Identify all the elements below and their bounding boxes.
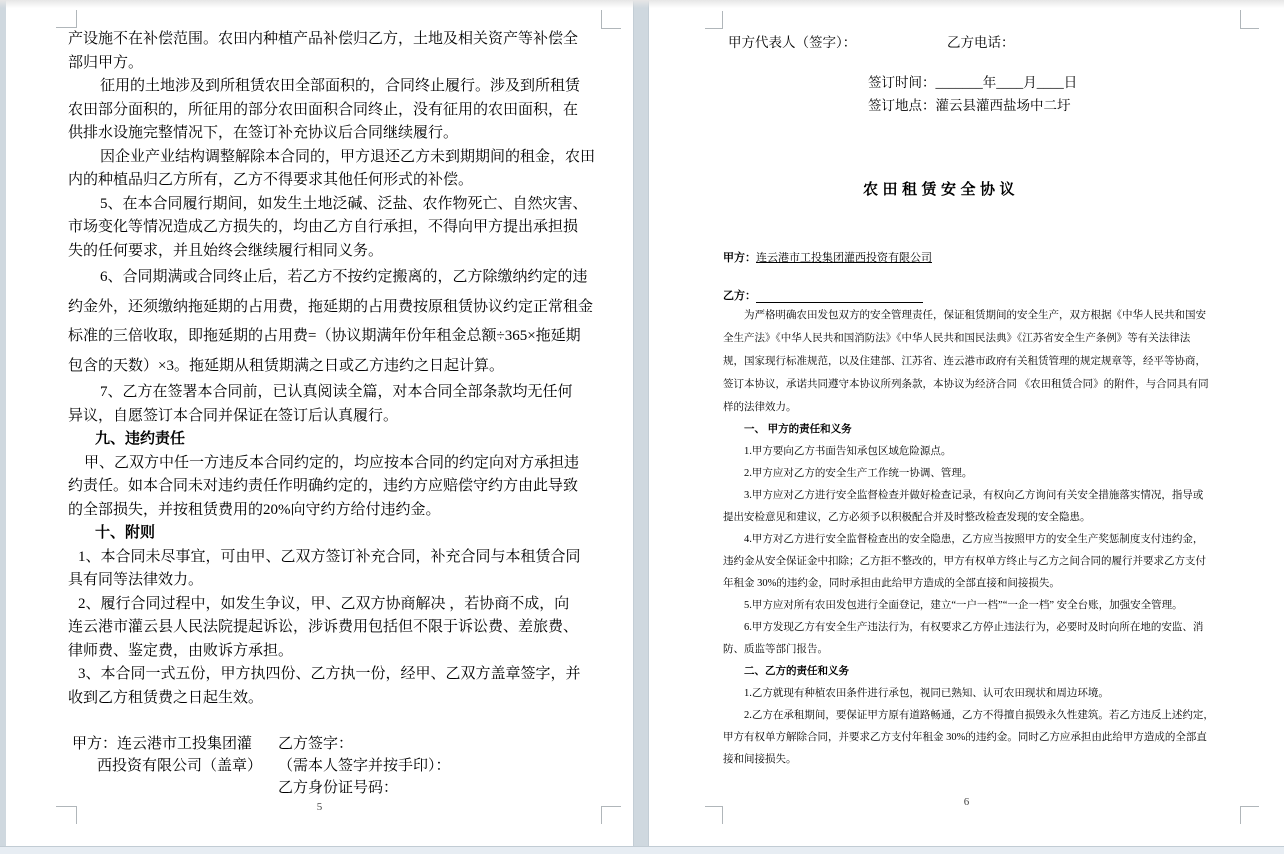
contract-text-line: 产设施不在补偿范围。农田内种植产品补偿归乙方，土地及相关资产等补偿全: [68, 31, 579, 47]
margin-corner-mark: [1240, 10, 1259, 29]
agreement-body: [723, 419, 1223, 771]
agreement-text-line: 违约金从安全保证金中扣除；乙方拒不整改的，甲方有权单方终止与乙方之间合同的履行并要求乙方支付: [723, 556, 1206, 567]
contract-text-line: 具有同等法律效力。: [68, 572, 204, 588]
agreement-text-line: 规，国家现行标准规范，以及住建部、江苏省、连云港市政府有关租赁管理的规定规章等，经平等协商，: [723, 356, 1206, 367]
party-b-row: [723, 287, 923, 303]
agreement-text-line: 4.甲方对乙方进行安全监督检查出的安全隐患，乙方应当按照甲方的安全生产奖惩制度支付违约金，: [744, 534, 1204, 545]
signing-date-line: 签订时间：_______年____月____日: [868, 75, 1078, 90]
party-a-representative-label: 甲方代表人（签字）：: [728, 35, 857, 50]
party-b-label: 乙方：: [723, 290, 756, 302]
contract-text-line: 包含的天数）×3。拖延期从租赁期满之日或乙方违约之日起计算。: [68, 357, 504, 374]
party-a-signature-column: [72, 733, 262, 777]
agreement-text-line: 甲方有权单方解除合同，并要求乙方支付年租金 30%的违约金。同时乙方应承担由此给甲方造成的全部直: [723, 732, 1207, 743]
margin-corner-mark: [601, 10, 621, 29]
agreement-text-line: 1.乙方就现有种植农田条件进行承包，视同已熟知、认可农田现状和周边环境。: [744, 688, 1109, 699]
page-number: 5: [316, 801, 323, 813]
contract-text-line: 约责任。如本合同未对违约责任作明确约定的，违约方应赔偿守约方由此导致: [68, 478, 579, 494]
party-b-phone-label: 乙方电话：: [947, 35, 1015, 50]
page5-text-column: [68, 28, 620, 710]
contract-text-line: 九、违约责任: [95, 431, 186, 447]
agreement-title: 农田租赁安全协议: [863, 182, 1020, 198]
signing-place-line: 签订地点：灌云县灌西盐场中二圩: [868, 98, 1071, 113]
contract-text-line: 供排水设施完整情况下，在签订补充协议后合同继续履行。: [68, 125, 459, 141]
contract-text-line: 连云港市灌云县人民法院提起诉讼，涉诉费用包括但不限于诉讼费、差旅费、: [68, 619, 579, 635]
contract-text-line: 十、附则: [95, 525, 156, 541]
agreement-text-line: 为严格明确农田发包双方的安全管理责任，保证租赁期间的安全生产，双方根据《中华人民共和国安: [744, 310, 1206, 321]
contract-text-line: 内的种植品归乙方所有，乙方不得要求其他任何形式的补偿。: [68, 172, 474, 188]
agreement-text-line: 样的法律效力。: [723, 402, 797, 413]
contract-text-line: 市场变化等情况造成乙方损失的，均由乙方自行承担，不得向甲方提出承担损: [68, 219, 579, 235]
party-b-sign-note: （需本人签字并按手印）：: [278, 758, 451, 774]
party-b-id-label: 乙方身份证号码：: [278, 780, 399, 796]
agreement-text-line: 2.甲方应对乙方的安全生产工作统一协调、管理。: [744, 468, 973, 479]
contract-text-line: 收到乙方租赁费之日起生效。: [68, 689, 264, 706]
agreement-preamble: [723, 304, 1223, 419]
contract-text-line: 部归甲方。: [68, 54, 144, 71]
agreement-text-line: 签订本协议，承诺共同遵守本协议所列条款，本协议为经济合同 《农田租赁合同》的附件，与合同具有同: [723, 379, 1209, 390]
contract-text-line: 失的任何要求，并且始终会继续履行相同义务。: [68, 242, 384, 259]
margin-corner-mark: [705, 806, 723, 824]
margin-corner-mark: [601, 806, 621, 824]
contract-text-line: 标准的三倍收取，即拖延期的占用费=（协议期满年份年租金总额÷365×拖延期: [68, 328, 581, 344]
agreement-text-line: 一、 甲方的责任和义务: [744, 424, 852, 435]
contract-text-line: 甲、乙双方中任一方违反本合同约定的，均应按本合同的约定向对方承担违: [84, 454, 580, 471]
contract-text-line: 的全部损失，并按租赁费用的20%向守约方给付违约金。: [68, 501, 441, 518]
agreement-text-line: 5.甲方应对所有农田发包进行全面登记，建立“一户一档”“一企一档” 安全台账，加强安全管理。: [744, 600, 1183, 611]
contract-text-line: 6、合同期满或合同终止后，若乙方不按约定搬离的，乙方除缴纳约定的违: [100, 269, 588, 285]
agreement-text-line: 全生产法》《中华人民共和国消防法》《中华人民共和国民法典》《江苏省安全生产条例》等有关法律法: [723, 333, 1191, 344]
contract-text-line: 农田部分面积的，所征用的部分农田面积合同终止，没有征用的农田面积，在: [68, 101, 579, 118]
contract-text-line: 异议，自愿签订本合同并保证在签订后认真履行。: [68, 407, 399, 424]
margin-corner-mark: [56, 806, 77, 824]
contract-text-line: 1、本合同未尽事宜，可由甲、乙双方签订补充合同，补充合同与本租赁合同: [78, 548, 581, 565]
agreement-text-line: 提出安检意见和建议，乙方必须予以积极配合并及时整改检查发现的安全隐患。: [723, 512, 1091, 523]
party-a-line: 甲方：连云港市工投集团灌: [72, 736, 253, 752]
margin-corner-mark: [705, 11, 723, 29]
contract-text-line: 因企业产业结构调整解除本合同的，甲方退还乙方未到期期间的租金，农田: [100, 148, 596, 165]
contract-text-line: 2、履行合同过程中，如发生争议，甲、乙双方协商解决 ，若协商不成，向: [78, 595, 570, 612]
page-gap: [633, 0, 649, 846]
agreement-text-line: 年租金 30%的违约金，同时承担由此给甲方造成的全部直接和间接损失。: [723, 578, 1060, 589]
party-a-row: [723, 249, 932, 265]
contract-text-line: 律师费、鉴定费，由败诉方承担。: [68, 642, 294, 659]
contract-text-line: 7、乙方在签署本合同前，已认真阅读全篇，对本合同全部条款均无任何: [100, 384, 573, 400]
party-b-blank-underline: [756, 290, 923, 303]
party-b-signature-column: [278, 733, 451, 799]
document-page-6[interactable]: [649, 0, 1284, 846]
party-a-name: 连云港市工投集团灌西投资有限公司: [756, 252, 932, 264]
agreement-text-line: 接和间接损失。: [723, 754, 797, 765]
bottom-scroll-strip: [0, 846, 1284, 854]
contract-text-line: 3、本合同一式五份，甲方执四份、乙方执一份，经甲、乙双方盖章签字，并: [78, 666, 581, 682]
agreement-text-line: 3.甲方应对乙方进行安全监督检查并做好检查记录，有权向乙方询问有关安全措施落实情况，指导或: [744, 490, 1204, 501]
page-number: 6: [963, 796, 970, 808]
party-b-sign-label: 乙方签字：: [278, 736, 354, 752]
document-page-5[interactable]: [6, 0, 633, 846]
margin-corner-mark: [1240, 806, 1259, 824]
contract-text-line: 约金外，还须缴纳拖延期的占用费，拖延期的占用费按原租赁协议约定正常租金: [68, 298, 594, 315]
agreement-text-line: 6.甲方发现乙方有安全生产违法行为，有权要求乙方停止违法行为，必要时及时向所在地的安监、消: [744, 622, 1204, 633]
agreement-text-line: 二、乙方的责任和义务: [744, 666, 849, 677]
agreement-text-line: 防、质监等部门报告。: [723, 644, 828, 655]
margin-corner-mark: [56, 10, 77, 28]
party-a-line: 西投资有限公司（盖章）: [97, 758, 263, 774]
agreement-text-line: 2.乙方在承租期间，要保证甲方原有道路畅通，乙方不得擅自损毁永久性建筑。若乙方违反上述约定，: [744, 710, 1214, 721]
agreement-text-line: 1.甲方要向乙方书面告知承包区域危险源点。: [744, 446, 952, 457]
contract-text-line: 征用的土地涉及到所租赁农田全部面积的，合同终止履行。涉及到所租赁: [100, 78, 581, 94]
party-a-label: 甲方：: [723, 252, 756, 264]
contract-text-line: 5、在本合同履行期间，如发生土地泛碱、泛盐、农作物死亡、自然灾害、: [100, 195, 588, 212]
